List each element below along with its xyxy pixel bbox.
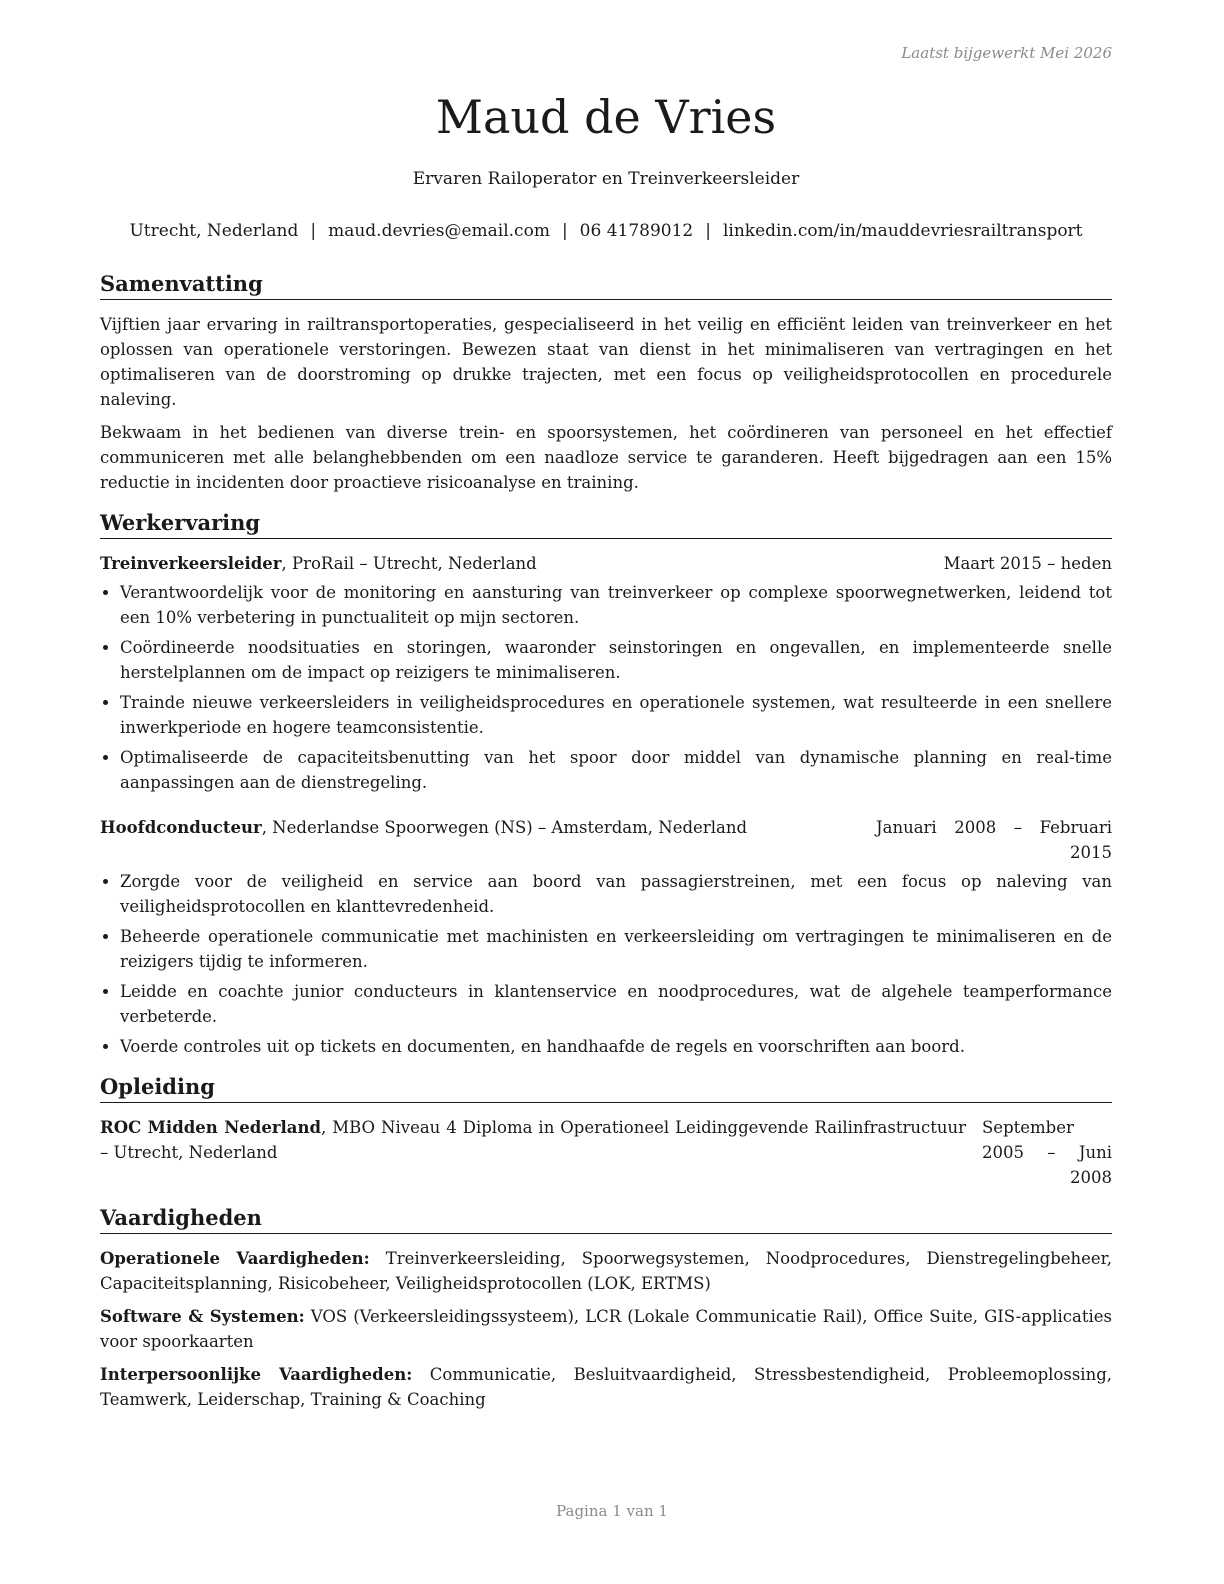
contact-email[interactable]: maud.devries@email.com bbox=[328, 221, 550, 241]
candidate-name: Maud de Vries bbox=[435, 90, 777, 144]
resume-content bbox=[100, 270, 1112, 1426]
summary-paragraph: Vijftien jaar ervaring in railtransportoperaties, gespecialiseerd in het veilig en efficiënt leiden van treinverkeer en het oplossen van operationele verstoringen. Bewezen staat van dienst in het minimaliseren van vertragingen en het optimaliseren van de doorstroming op drukke trajecten, met een focus op veiligheidsprotocollen en procedurele naleving. bbox=[100, 315, 1112, 409]
section-heading: Werkervaring bbox=[100, 509, 1112, 539]
last-updated: Laatst bijgewerkt Mei 2026 bbox=[901, 44, 1112, 62]
skill-items: VOS (Verkeersleidingssysteem), LCR (Lokale Communicatie Rail), Office Suite, GIS-applicaties voor spoorkaarten bbox=[100, 1307, 1112, 1351]
job-header bbox=[100, 551, 1112, 576]
list-item: • Leidde en coachte junior conducteurs in klantenservice en noodprocedures, wat de algehele teamperformance verbeterde. bbox=[120, 979, 1112, 1029]
skill-label: Operationele Vaardigheden: bbox=[100, 1249, 370, 1268]
resume-page bbox=[100, 0, 1112, 1584]
page-number: Pagina 1 van 1 bbox=[556, 1502, 668, 1520]
summary-section bbox=[100, 270, 1112, 495]
education-entry bbox=[100, 1115, 1112, 1190]
skill-group bbox=[100, 1304, 1112, 1354]
skills-section bbox=[100, 1204, 1112, 1412]
skill-items: Communicatie, Besluitvaardigheid, Stressbestendigheid, Probleemoplossing, Teamwerk, Leiderschap, Training & Coaching bbox=[100, 1365, 1113, 1409]
job-title: Treinverkeersleider bbox=[100, 554, 282, 573]
list-item: • Coördineerde noodsituaties en storingen, waaronder seinstoringen en ongevallen, en implementeerde snelle herstelplannen om de impact op reizigers te minimaliseren. bbox=[120, 635, 1112, 685]
school-name: ROC Midden Nederland bbox=[100, 1118, 322, 1137]
skill-group bbox=[100, 1246, 1112, 1296]
summary-paragraph: Bekwaam in het bedienen van diverse trein- en spoorsystemen, het coördineren van personeel en het effectief communiceren met alle belanghebbenden om een naadloze service te garanderen. Heeft bijgedragen aan een 15% reductie in incidenten door proactieve risicoanalyse en training. bbox=[100, 423, 1112, 492]
job-title: Hoofdconducteur bbox=[100, 818, 262, 837]
headline: Ervaren Railoperator en Treinverkeersleider bbox=[412, 169, 800, 189]
separator: | bbox=[310, 221, 317, 241]
list-item: • Beheerde operationele communicatie met machinisten en verkeersleiding om vertragingen te minimaliseren en de reizigers tijdig te informeren. bbox=[120, 924, 1112, 974]
contact-phone: 06 41789012 bbox=[579, 221, 694, 241]
list-item: • Voerde controles uit op tickets en documenten, en handhaafde de regels en voorschriften aan boord. bbox=[120, 1034, 1112, 1059]
separator: | bbox=[705, 221, 711, 241]
job-dates: Januari 2008 – Februari 2015 bbox=[876, 818, 1112, 862]
skill-items: Treinverkeersleiding, Spoorwegsystemen, Noodprocedures, Dienstregelingbeheer, Capaciteitsplanning, Risicobeheer, Veiligheidsprotocollen (LOK, ERTMS) bbox=[100, 1249, 1112, 1293]
experience-section bbox=[100, 509, 1112, 1059]
education-dates: September 2005 – Juni 2008 bbox=[982, 1118, 1112, 1187]
education-section bbox=[100, 1073, 1112, 1190]
section-heading: Vaardigheden bbox=[100, 1204, 1112, 1234]
section-heading: Opleiding bbox=[100, 1073, 1112, 1103]
list-item: • Verantwoordelijk voor de monitoring en aansturing van treinverkeer op complexe spoorwegnetwerken, leidend tot een 10% verbetering in punctualiteit op mijn sectoren. bbox=[120, 580, 1112, 630]
list-item: • Zorgde voor de veiligheid en service aan boord van passagierstreinen, met een focus op naleving van veiligheidsprotocollen en klanttevredenheid. bbox=[120, 869, 1112, 919]
contact-line bbox=[100, 220, 1112, 242]
contact-linkedin[interactable]: linkedin.com/in/mauddevriesrailtransport bbox=[722, 221, 1083, 241]
list-item: • Trainde nieuwe verkeersleiders in veiligheidsprocedures en operationele systemen, wat resulteerde in een snellere inwerkperiode en hogere teamconsistentie. bbox=[120, 690, 1112, 740]
job-header bbox=[100, 815, 1112, 865]
job-organization: , Nederlandse Spoorwegen (NS) – Amsterdam, Nederland bbox=[261, 818, 748, 837]
job-bullets bbox=[100, 580, 1112, 795]
skill-label: Software & Systemen: bbox=[100, 1307, 305, 1326]
contact-location: Utrecht, Nederland bbox=[129, 221, 299, 241]
section-heading: Samenvatting bbox=[100, 270, 1112, 300]
skill-label: Interpersoonlijke Vaardigheden: bbox=[100, 1365, 413, 1384]
education-detail: , MBO Niveau 4 Diploma in Operationeel Leidinggevende Railinfrastructuur – Utrecht, Nederland bbox=[100, 1118, 966, 1162]
job-bullets bbox=[100, 869, 1112, 1059]
job-organization: , ProRail – Utrecht, Nederland bbox=[281, 554, 537, 573]
skill-group bbox=[100, 1362, 1112, 1412]
job-dates: Maart 2015 – heden bbox=[943, 554, 1112, 573]
list-item: • Optimaliseerde de capaciteitsbenutting van het spoor door middel van dynamische planning en real-time aanpassingen aan de dienstregeling. bbox=[120, 745, 1112, 795]
separator: | bbox=[561, 221, 568, 241]
